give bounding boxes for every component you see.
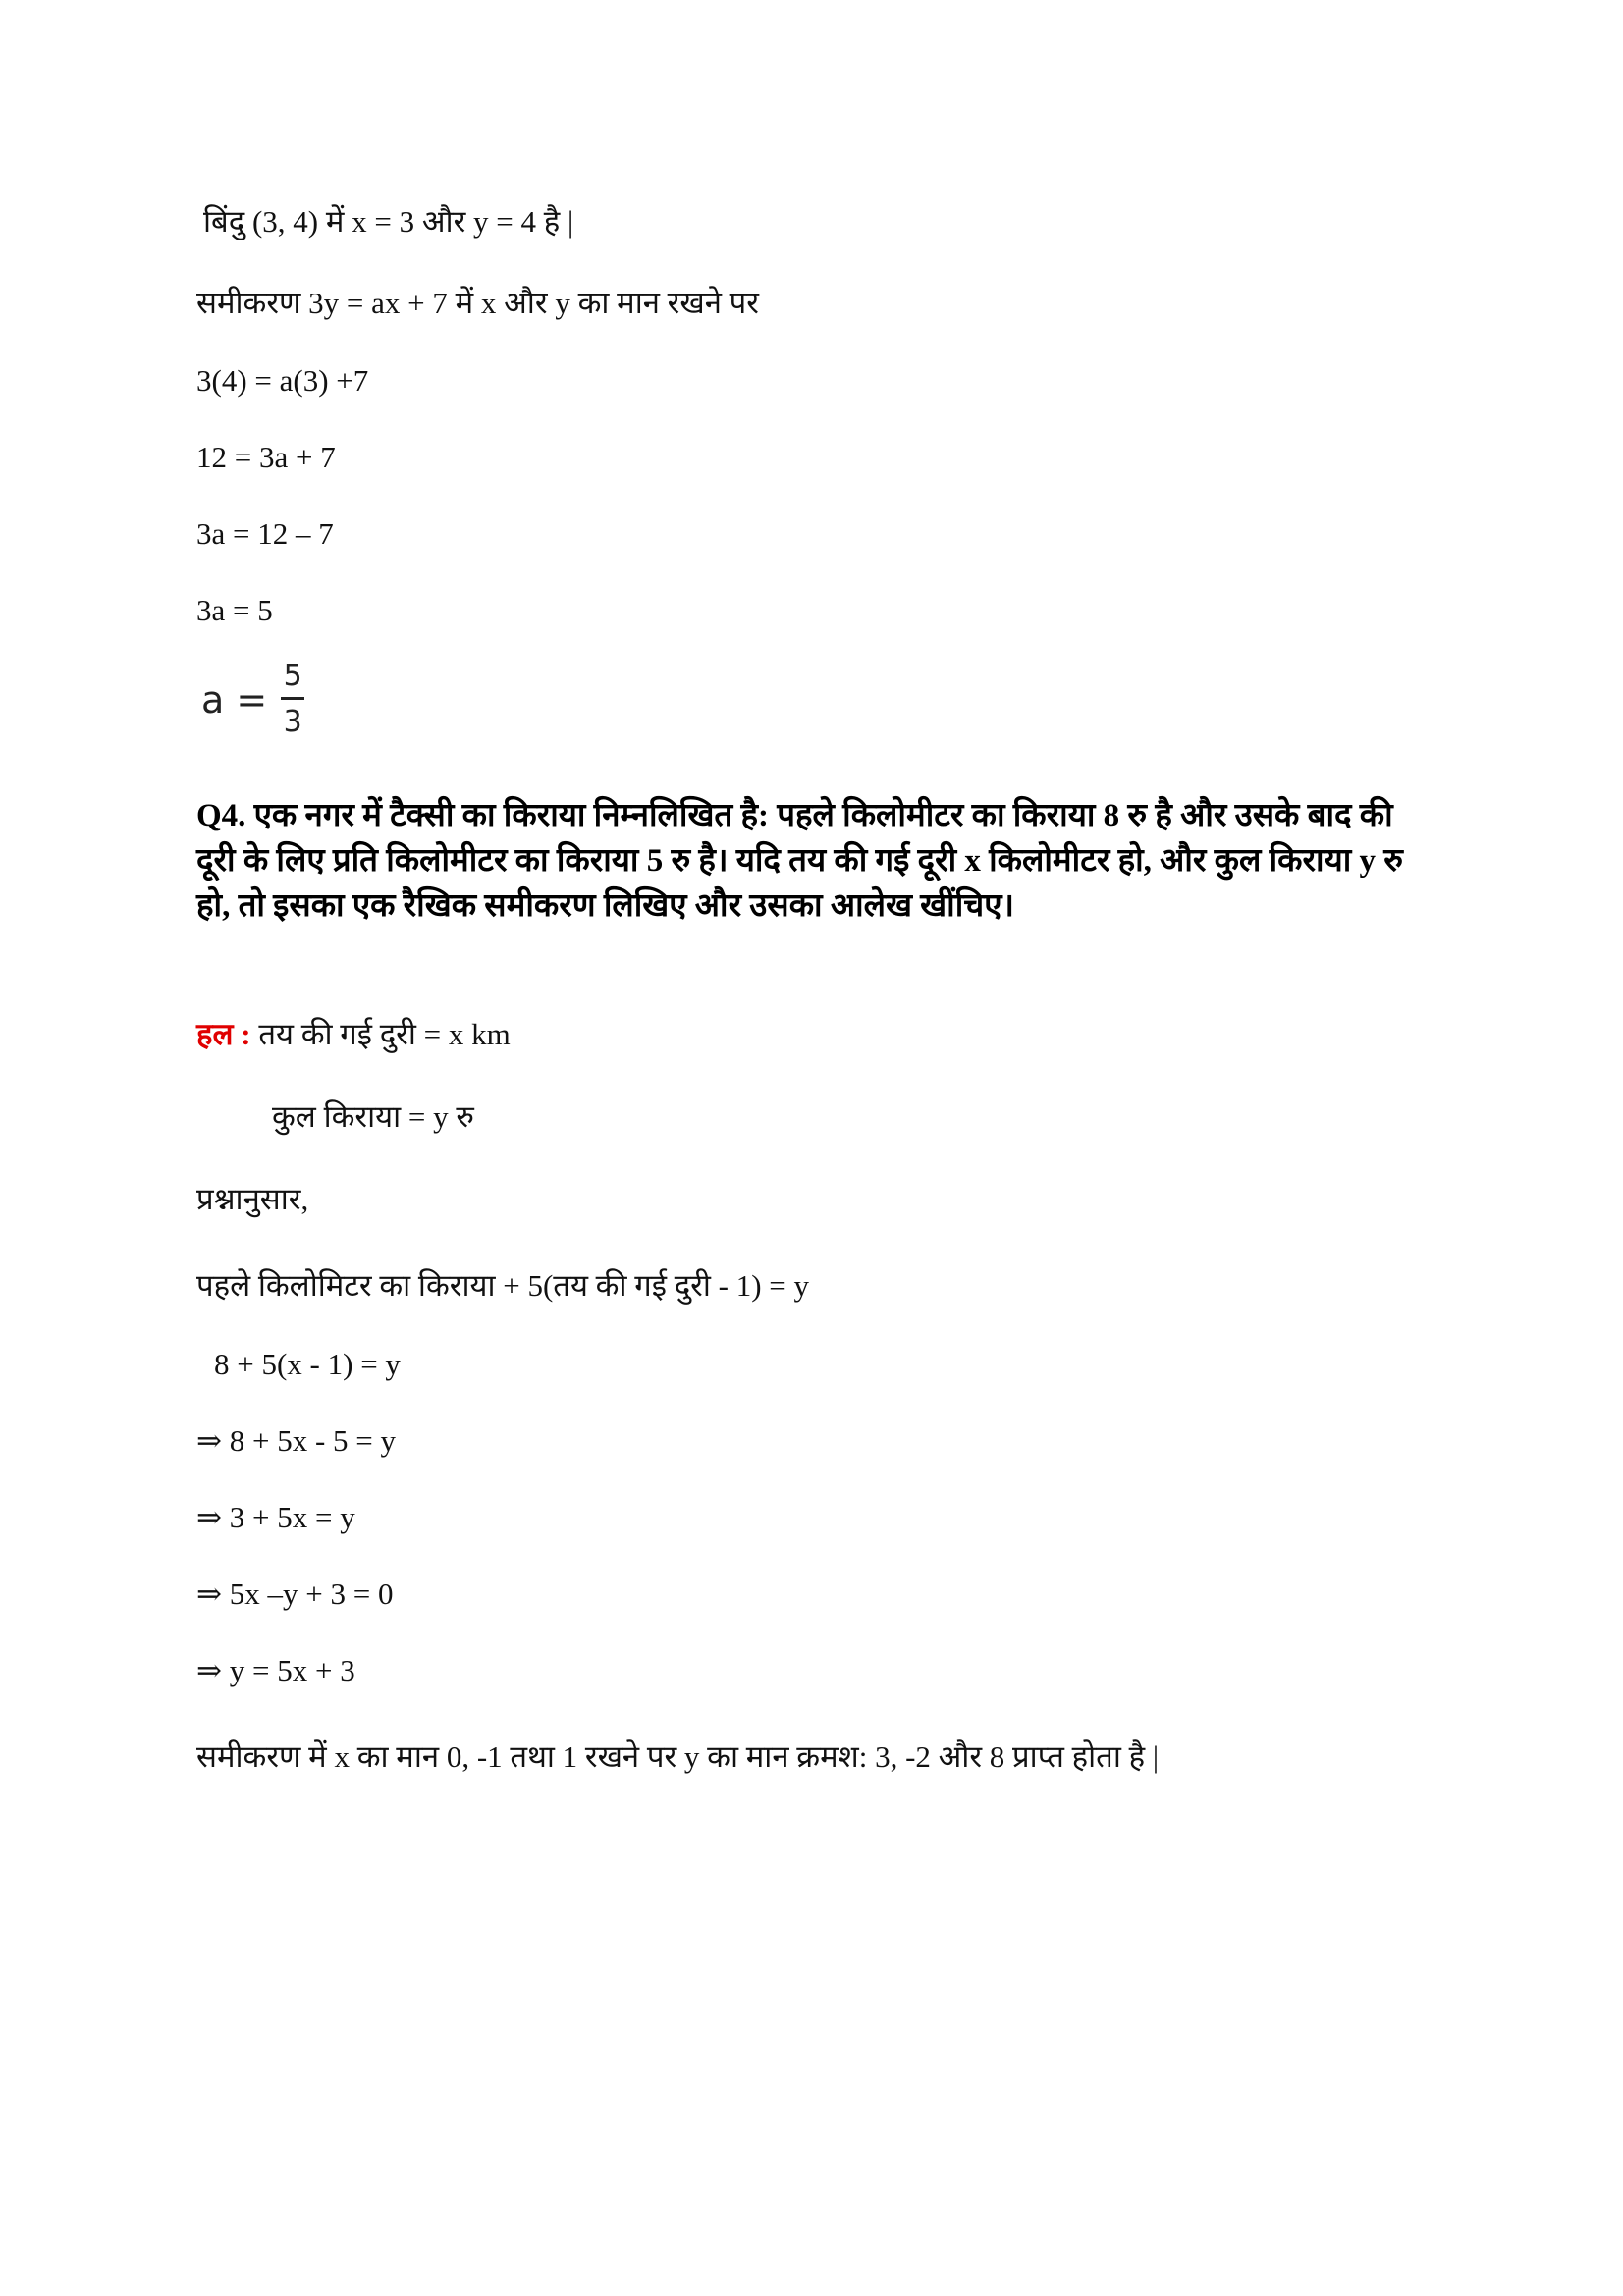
solution-header — [196, 1015, 511, 1054]
point-values-line: बिंदु (3, 4) में x = 3 और y = 4 है | — [203, 204, 574, 239]
distance-definition: तय की गई दुरी = x km — [250, 1017, 511, 1051]
fraction-numerator: 5 — [283, 659, 302, 693]
fare-definition: कुल किराया = y रु — [272, 1099, 474, 1134]
solution-step-2: ⇒ 8 + 5x - 5 = y — [196, 1423, 397, 1458]
conclusion-line: समीकरण में x का मान 0, -1 तथा 1 रखने पर y का मान क्रमश: 3, -2 और 8 प्राप्त होता है | — [196, 1739, 1160, 1774]
solution-label: हल : — [196, 1017, 251, 1051]
word-equation: पहले किलोमिटर का किराया + 5(तय की गई दुरी - 1) = y — [196, 1268, 809, 1303]
solution-step-1: 8 + 5(x - 1) = y — [214, 1347, 401, 1381]
fraction-lhs: a = — [201, 677, 268, 721]
fraction-stack — [281, 660, 304, 739]
equation-step-4: 3a = 5 — [196, 593, 273, 627]
equation-step-1: 3(4) = a(3) +7 — [196, 363, 369, 398]
equation-step-2: 12 = 3a + 7 — [196, 440, 336, 474]
equation-step-3: 3a = 12 – 7 — [196, 516, 334, 551]
solution-step-5: ⇒ y = 5x + 3 — [196, 1653, 355, 1687]
solution-step-3: ⇒ 3 + 5x = y — [196, 1500, 355, 1534]
fraction-denominator: 3 — [283, 705, 302, 739]
fraction-bar — [281, 697, 304, 700]
question-q4: Q4. एक नगर में टैक्सी का किराया निम्नलिखित है: पहले किलोमीटर का किराया 8 रु है और उसके बाद की दूरी के लिए प्रति किलोमीटर का किराया 5 रु है। यदि तय की गई दूरी x किलोमीटर हो, और कुल किराया y रु हो, तो इसका एक रैखिक समीकरण लिखिए और उसका आलेख खींचिए। — [196, 798, 1403, 924]
solution-step-4: ⇒ 5x –y + 3 = 0 — [196, 1576, 394, 1611]
substitution-line: समीकरण 3y = ax + 7 में x और y का मान रखने पर — [196, 286, 759, 320]
fraction-result — [201, 660, 304, 739]
according-to-question: प्रश्नानुसार, — [196, 1182, 309, 1216]
